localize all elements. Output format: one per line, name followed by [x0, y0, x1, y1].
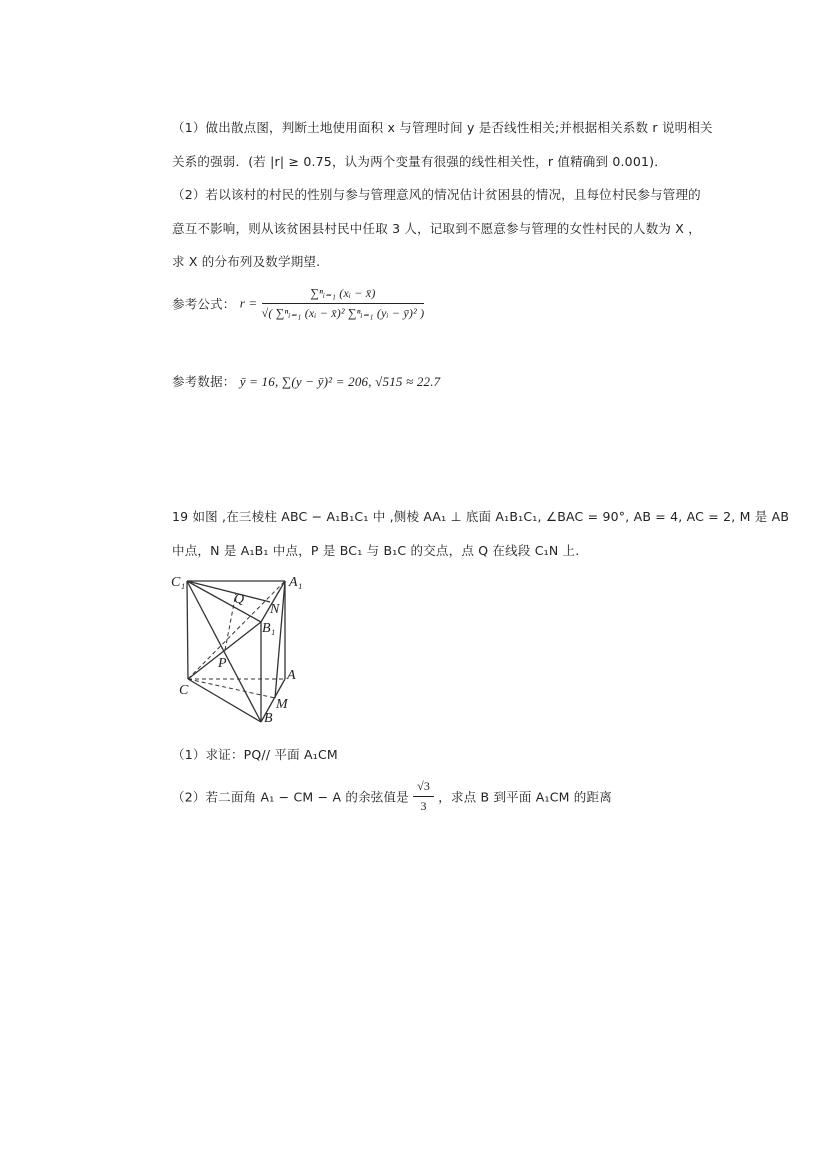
formula-label: 参考公式：	[172, 296, 236, 312]
formula-lhs: r =	[239, 295, 258, 311]
q18-part1-line2: 关系的强弱．(若 |r| ≥ 0.75，认为两个变量有很强的线性相关性，r 值精确到 0.001)．	[172, 154, 667, 169]
label-q: Q	[234, 592, 245, 607]
fraction-denominator: 3	[420, 799, 427, 813]
label-n: N	[270, 602, 280, 617]
label-a: A	[287, 668, 296, 683]
q18-part2-line2: 意互不影响，则从该贫困县村民中任取 3 人，记取到不愿意参与管理的女性村民的人数为 X ，	[172, 221, 701, 236]
q18-part1-line1: （1）做出散点图，判断土地使用面积 x 与管理时间 y 是否线性相关;并根据相关系数 r 说明相关	[172, 120, 713, 135]
q18-part2-line3: 求 X 的分布列及数学期望.	[172, 254, 321, 269]
q19-part1: （1）求证：PQ// 平面 A₁CM	[172, 747, 338, 762]
label-a1: A₁	[289, 575, 303, 590]
label-p: P	[218, 656, 227, 671]
q19-line2: 中点，N 是 A₁B₁ 中点，P 是 BC₁ 与 B₁C 的交点，点 Q 在线段 C₁N 上.	[172, 543, 580, 558]
q19-part2-pre: （2）若二面角 A₁ − CM − A 的余弦值是	[172, 789, 409, 805]
label-m: M	[276, 697, 288, 712]
segment-c1-n	[187, 581, 270, 602]
data-value: ȳ = 16, ∑(y − ȳ)² = 206, √515 ≈ 22.7	[239, 374, 441, 389]
fraction-numerator: √3	[413, 779, 434, 797]
formula-numerator: ∑ⁿᵢ₌₁ (xᵢ − x̄)	[262, 286, 425, 304]
edge-c1-c	[187, 581, 188, 679]
q19-part2-post: ，求点 B 到平面 A₁CM 的距离	[438, 789, 612, 805]
label-c: C	[179, 683, 189, 698]
q18-part2-line1: （2）若以该村的村民的性别与参与管理意风的情况估计贫困县的情况，且每位村民参与管理的	[172, 187, 701, 202]
label-b: B	[264, 711, 273, 726]
segment-c-m-hidden	[188, 679, 275, 698]
cosine-fraction	[413, 779, 434, 814]
q19-part2	[172, 779, 612, 814]
label-c1: C₁	[171, 575, 186, 590]
data-label: 参考数据：	[172, 374, 236, 389]
formula-denominator: √( ∑ⁿᵢ₌₁ (xᵢ − x̄)² ∑ⁿᵢ₌₁ (yᵢ − ȳ)² )	[261, 306, 425, 320]
q19-line1: 19 如图 ,在三棱柱 ABC − A₁B₁C₁ 中 ,侧棱 AA₁ ⊥ 底面 A₁B₁C₁, ∠BAC = 90°, AB = 4, AC = 2, M 是 AB	[172, 509, 790, 524]
label-b1: B₁	[262, 621, 276, 636]
